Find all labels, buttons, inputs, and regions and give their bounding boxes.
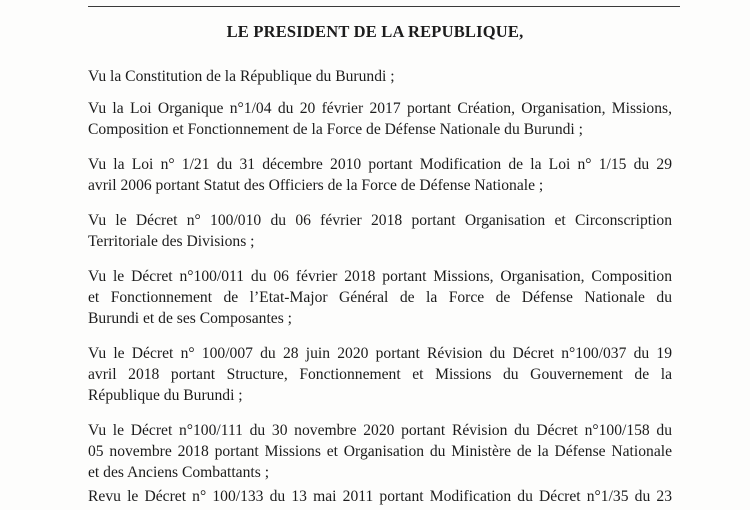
- paragraph-line: Composition et Fonctionnement de la Force de Défense Nationale du Burundi ;: [88, 121, 583, 138]
- visa-constitution: [88, 66, 672, 87]
- visa-loi-statut-officiers: [88, 154, 672, 196]
- paragraph-line: et des Anciens Combattants ;: [88, 464, 270, 481]
- paragraph-line: Vu le Décret n° 100/007 du 28 juin 2020 portant Révision du Décret n°100/037 du 19: [88, 345, 672, 362]
- paragraph-line: Territoriale des Divisions ;: [88, 233, 255, 250]
- visa-loi-organique: [88, 98, 672, 140]
- paragraph-line: Vu le Décret n° 100/010 du 06 février 2018 portant Organisation et Circonscription: [88, 212, 672, 229]
- paragraph-line: avril 2006 portant Statut des Officiers de la Force de Défense Nationale ;: [88, 177, 544, 194]
- paragraph-line: Vu la Loi Organique n°1/04 du 20 février 2017 portant Création, Organisation, Missions,: [88, 100, 672, 117]
- paragraph-line: Vu le Décret n°100/011 du 06 février 2018 portant Missions, Organisation, Composition: [88, 268, 672, 285]
- visa-decret-ministere-defense: [88, 420, 672, 483]
- paragraph-line: Burundi et de ses Composantes ;: [88, 310, 292, 327]
- paragraph-line: Vu la Loi n° 1/21 du 31 décembre 2010 portant Modification de la Loi n° 1/15 du 29: [88, 156, 672, 173]
- visa-decret-divisions: [88, 210, 672, 252]
- visa-revu-decret: [88, 486, 672, 507]
- paragraph-line: Vu la Constitution de la République du Burundi ;: [88, 68, 395, 85]
- paragraph-line: République du Burundi ;: [88, 387, 243, 404]
- paragraph-line: 05 novembre 2018 portant Missions et Organisation du Ministère de la Défense Nationale: [88, 443, 672, 460]
- top-rule: [88, 6, 680, 7]
- paragraph-line: et Fonctionnement de l’Etat-Major Général de la Force de Défense Nationale du: [88, 289, 672, 306]
- paragraph-line: avril 2018 portant Structure, Fonctionnement et Missions du Gouvernement de la: [88, 366, 672, 383]
- visa-decret-gouvernement: [88, 343, 672, 406]
- document-title: LE PRESIDENT DE LA REPUBLIQUE,: [226, 22, 524, 41]
- paragraph-line: Vu le Décret n°100/111 du 30 novembre 2020 portant Révision du Décret n°100/158 du: [88, 422, 672, 439]
- visa-decret-etat-major: [88, 266, 672, 329]
- paragraph-line: Revu le Décret n° 100/133 du 13 mai 2011 portant Modification du Décret n°1/35 du 23: [88, 488, 672, 505]
